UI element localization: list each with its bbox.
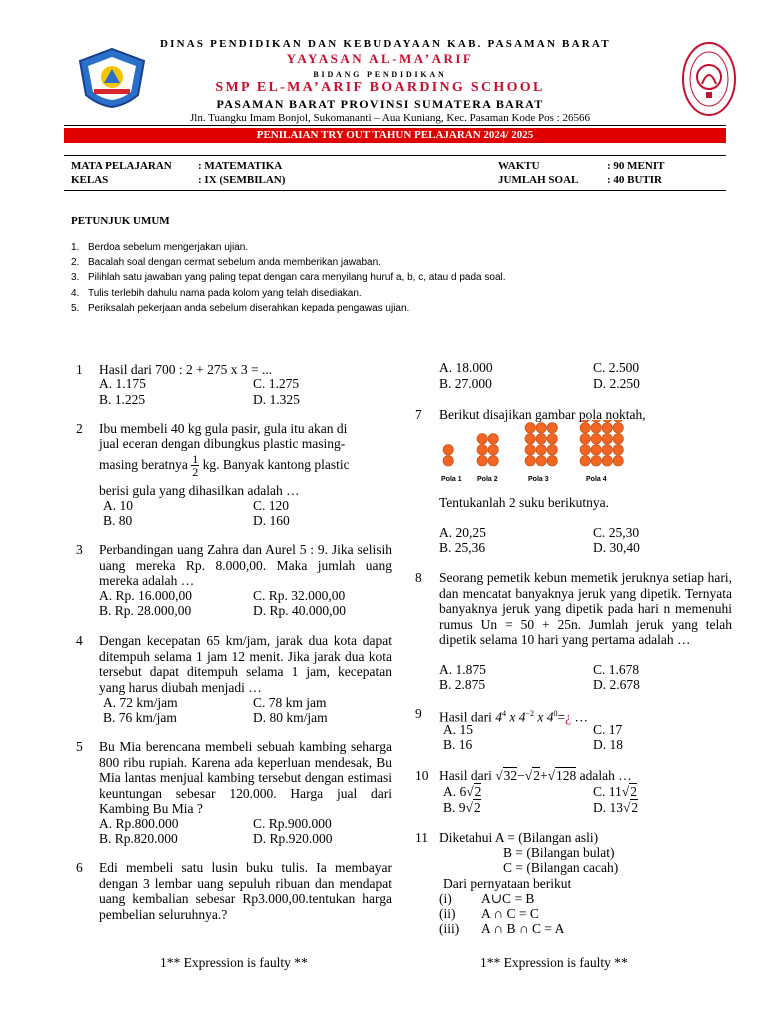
soal-label: JUMLAH SOAL — [498, 174, 579, 186]
left-logo — [76, 47, 148, 109]
fraction-half: $\frac{1}{2}$ — [192, 452, 199, 480]
statement-text: A ∩ C = C — [481, 906, 539, 921]
statement-text: A∪C = B — [481, 891, 535, 906]
pola-1-dot — [443, 456, 453, 466]
exam-banner-text: PENILAIAN TRY OUT TAHUN PELAJARAN 2024/ 2025 — [256, 129, 534, 141]
pola-3-dot — [525, 445, 535, 455]
soal-value: : 40 BUTIR — [607, 174, 663, 186]
petunjuk-item: 3. Pilihlah satu jawaban yang paling tepat dengan cara menyilang huruf a, b, c, atau d pada soal. — [71, 272, 506, 284]
option-a[interactable]: A. 20,25 — [439, 525, 486, 540]
dot-pattern-figure — [439, 420, 649, 482]
question-text: Bu Mia berencana membeli sebuah kambing seharga 800 ribu rupiah. Karena ada keperluan mendesak, Bu Mia lantas menjual kambing tersebut dengan estimasi keuntungan sebesar 120.000. Harga jual dari Kambing Bu Mia ? — [99, 739, 392, 816]
header-bidang: BIDANG PENDIDIKAN — [313, 70, 447, 79]
pola-4-dot — [613, 423, 623, 433]
question-text: Edi membeli satu lusin buku tulis. Ia membayar dengan 3 lembar uang sepuluh ribuan dan mendapat uang kembalian sebesar Rp3.000,00.tentukan harga pembelian seluruhnya.? — [99, 860, 392, 922]
header-line1: DINAS PENDIDIKAN DAN KEBUDAYAAN KAB. PASAMAN BARAT — [160, 38, 611, 50]
petunjuk-item: 4. Tulis terlebih dahulu nama pada kolom yang telah disediakan. — [71, 287, 362, 299]
pola-4-dot — [591, 420, 601, 422]
pola-3-dot — [536, 456, 546, 466]
option-b[interactable]: B. 2.875 — [439, 677, 486, 692]
question-text: Hasil dari √32−√2+√128 adalah … — [439, 768, 632, 783]
petunjuk-list — [71, 240, 506, 316]
option-d[interactable]: D. Rp. 40.000,00 — [253, 603, 347, 618]
kelas-label: KELAS — [71, 174, 109, 186]
petunjuk-item: 2. Bacalah soal dengan cermat sebelum anda memberikan jawaban. — [71, 257, 381, 269]
option-a[interactable]: A. Rp.800.000 — [99, 816, 179, 831]
dot-pattern-svg — [439, 420, 649, 472]
pola-4-dot — [602, 434, 612, 444]
option-c[interactable]: C. 11√2 — [593, 784, 637, 799]
option-c[interactable]: C. Rp.900.000 — [253, 816, 332, 831]
option-b[interactable]: B. 1.225 — [99, 392, 146, 407]
pola-3-dot — [536, 423, 546, 433]
option-a[interactable]: A. Rp. 16.000,00 — [99, 588, 193, 603]
pola-2-dot — [488, 456, 498, 466]
pola-3-dot — [525, 456, 535, 466]
question-text: Perbandingan uang Zahra dan Aurel 5 : 9. Jika selisih uang mereka Rp. 8.000,00. Maka jumlah uang mereka adalah … — [99, 542, 392, 588]
pola-2-label: Pola 2 — [477, 476, 498, 483]
mapel-value: : MATEMATIKA — [198, 160, 283, 172]
pola-3-dot — [547, 434, 557, 444]
statement-number: (iii) — [439, 921, 460, 936]
question-6: 6 Edi membeli satu lusin buku tulis. Ia membayar dengan 3 lembar uang sepuluh ribuan dan mendapat uang kembalian sebesar Rp3.000,00.tentukan harga pembelian seluruhnya.? — [76, 860, 392, 922]
option-a[interactable]: A. 72 km/jam — [103, 695, 178, 710]
footer-left-note: 1** Expression is faulty ** — [160, 955, 308, 970]
pola-4-dot — [591, 434, 601, 444]
pola-4-dot — [613, 420, 623, 422]
question-text: berisi gula yang dihasilkan adalah … — [99, 483, 300, 498]
pola-4-label: Pola 4 — [586, 476, 607, 483]
question-ask: Tentukanlah 2 suku berikutnya. — [439, 495, 610, 510]
question-text: Dengan kecepatan 65 km/jam, jarak dua kota dapat ditempuh selama 1 jam 12 menit. Jika jarak dua kota tersebut dapat ditempuh selama 1 jam, kecepatan yang harus diubah menjadi … — [99, 633, 392, 695]
question-text: Hasil dari $4^4$ x $4^{-2}$ x $4^0=¿$ … — [439, 709, 589, 725]
question-4: 4 Dengan kecepatan 65 km/jam, jarak dua kota dapat ditempuh selama 1 jam 12 menit. Jika jarak dua kota tersebut dapat ditempuh selama 1 jam, kecepatan yang harus diubah menjadi … A. 72 km/jam C. 78 km jam B. 76 km/jam D. 80 km/jam — [76, 633, 392, 725]
question-9: 9 Hasil dari $4^4$ x $4^{-2}$ x $4^0=¿$ … A. 15 C. 17 B. 16 D. 18 — [415, 706, 623, 752]
question-text: Hasil dari 700 : 2 + 275 x 3 = ... — [99, 362, 273, 377]
header-double-rule — [64, 125, 726, 126]
option-d[interactable]: D. 2.250 — [593, 376, 640, 391]
pola-4-dot — [613, 456, 623, 466]
statement-number: (i) — [439, 891, 452, 906]
petunjuk-title: PETUNJUK UMUM — [71, 215, 170, 227]
pola-2-dot — [488, 434, 498, 444]
pola-4-dot — [602, 420, 612, 422]
pola-4-dot — [591, 456, 601, 466]
pola-3-dot — [547, 423, 557, 433]
pola-4-dot — [580, 456, 590, 466]
pola-4-dot — [613, 445, 623, 455]
pola-4-dot — [580, 434, 590, 444]
pola-4-dot — [602, 456, 612, 466]
option-c[interactable]: C. 120 — [253, 498, 290, 513]
kelas-value: : IX (SEMBILAN) — [198, 174, 286, 186]
question-7: 7 Berikut disajikan gambar pola noktah, Pola 1 Pola 2 Pola 3 Pola 4 Tentukanlah 2 suku berikutnya. A. 20,25 C. 25,30 B. 25,36 D. 30,40 — [415, 407, 735, 557]
question-text: C = (Bilangan cacah) — [503, 860, 619, 875]
header-address: Jln. Tuangku Imam Bonjol, Sukomananti – Aua Kuniang, Kec. Pasaman Kode Pos : 26566 — [190, 112, 590, 124]
question-10: 10 Hasil dari √32−√2+√128 adalah … A. 6√2 C. 11√2 B. 9√2 D. 13√2 — [415, 768, 639, 815]
question-text: Berikut disajikan gambar pola noktah, — [439, 407, 646, 422]
right-logo — [680, 40, 738, 118]
question-text: masing beratnya $\frac{1}{2}$ kg. Banyak kantong plastic — [99, 452, 350, 480]
question-1: 1 Hasil dari 700 : 2 + 275 x 3 = ... A. 1.175 C. 1.275 B. 1.225 D. 1.325 — [76, 362, 300, 407]
option-a[interactable]: A. 1.875 — [439, 662, 486, 677]
option-c[interactable]: C. 1.678 — [593, 662, 640, 677]
option-b[interactable]: B. 9√2 — [443, 800, 481, 815]
statement-text: A ∩ B ∩ C = A — [481, 921, 565, 936]
option-c[interactable]: C. 78 km jam — [253, 695, 327, 710]
option-a[interactable]: A. 10 — [103, 498, 133, 513]
mapel-label: MATA PELAJARAN — [71, 160, 172, 172]
option-d[interactable]: D. 18 — [593, 737, 623, 752]
pola-4-dot — [602, 445, 612, 455]
option-c[interactable]: C. Rp. 32.000,00 — [253, 588, 346, 603]
pola-4-dot — [580, 445, 590, 455]
pola-2-dot — [477, 434, 487, 444]
pola-3-label: Pola 3 — [528, 476, 549, 483]
pola-4-dot — [580, 423, 590, 433]
option-c[interactable]: C. 1.275 — [253, 376, 300, 391]
question-3: 3 Perbandingan uang Zahra dan Aurel 5 : 9. Jika selisih uang mereka Rp. 8.000,00. Maka jumlah uang mereka adalah … A. Rp. 16.000,00 C. Rp. 32.000,00 B. Rp. 28.000,00 D. Rp. 40.000,00 — [76, 542, 392, 618]
pola-2-dot — [477, 445, 487, 455]
pola-3-dot — [536, 445, 546, 455]
option-d[interactable]: D. 1.325 — [253, 392, 300, 407]
option-c[interactable]: C. 2.500 — [593, 360, 640, 375]
option-c[interactable]: C. 17 — [593, 722, 623, 737]
option-d[interactable]: D. 2.678 — [593, 677, 640, 692]
option-b[interactable]: B. 16 — [443, 737, 473, 752]
pola-3-dot — [547, 445, 557, 455]
pola-4-dot — [591, 423, 601, 433]
option-b[interactable]: B. Rp. 28.000,00 — [99, 603, 192, 618]
pola-2-dot — [477, 456, 487, 466]
pola-3-dot — [536, 434, 546, 444]
question-5: 5 Bu Mia berencana membeli sebuah kambing seharga 800 ribu rupiah. Karena ada keperluan mendesak, Bu Mia lantas menjual kambing tersebut dengan estimasi keuntungan sebesar 120.000. Harga jual dari Kambing Bu Mia ? A. Rp.800.000 C. Rp.900.000 B. Rp.820.000 D. Rp.920.000 — [76, 739, 392, 846]
question-2: 2 Ibu membeli 40 kg gula pasir, gula itu akan di jual eceran dengan dibungkus plastic masing- masing beratnya $\frac{1}{2}$ kg. Banyak kantong plastic berisi gula yang dihasilkan adalah … A. 10 C. 120 B. 80 D. 160 — [76, 421, 350, 528]
question-6-options — [415, 360, 735, 394]
question-8: 8 Seorang pemetik kebun memetik jeruknya setiap hari, dan mencatat banyaknya jeruk yang dipetik. Ternyata banyaknya jeruk yang dipetik pada hari n memenuhi rumus Un = 50 + 25n. Jumlah jeruk yang telah dipetik selama 10 hari yang pertama adalah … A. 1.875 C. 1.678 B. 2.875 D. 2.678 — [415, 570, 732, 692]
question-text: jual eceran dengan dibungkus plastic masing- — [99, 436, 346, 451]
option-d[interactable]: D. 80 km/jam — [253, 710, 328, 725]
header-yayasan: YAYASAN AL-MA’ARIF — [286, 51, 474, 66]
pola-1-label: Pola 1 — [441, 476, 462, 483]
pola-1-dot — [443, 445, 453, 455]
option-a[interactable]: A. 6√2 — [443, 784, 482, 799]
pola-4-dot — [613, 434, 623, 444]
question-11: 11 Diketahui A = (Bilangan asli) B = (Bilangan bulat) C = (Bilangan cacah) Dari pernyataan berikut (i) A∪C = B (ii) A ∩ C = C (iii) A ∩ B ∩ C = A — [415, 830, 619, 936]
statement-number: (ii) — [439, 906, 456, 921]
option-b[interactable]: B. Rp.820.000 — [99, 831, 178, 846]
waktu-label: WAKTU — [498, 160, 540, 172]
header-province: PASAMAN BARAT PROVINSI SUMATERA BARAT — [216, 97, 544, 111]
option-a[interactable]: A. 15 — [443, 722, 473, 737]
header-school: SMP EL-MA’ARIF BOARDING SCHOOL — [215, 80, 545, 95]
question-text: Ibu membeli 40 kg gula pasir, gula itu akan di — [99, 421, 348, 436]
pola-4-dot — [602, 423, 612, 433]
option-b[interactable]: B. 27.000 — [439, 376, 492, 391]
pola-3-dot — [547, 456, 557, 466]
option-c[interactable]: C. 25,30 — [593, 525, 640, 540]
question-text: Dari pernyataan berikut — [443, 876, 572, 891]
option-d[interactable]: D. 13√2 — [593, 800, 639, 815]
pola-3-dot — [525, 434, 535, 444]
pola-3-dot — [525, 423, 535, 433]
question-text: B = (Bilangan bulat) — [503, 845, 615, 860]
pola-4-dot — [591, 445, 601, 455]
petunjuk-item: 5. Periksalah pekerjaan anda sebelum diserahkan kepada pengawas ujian. — [71, 302, 410, 314]
option-d[interactable]: D. Rp.920.000 — [253, 831, 333, 846]
option-d[interactable]: D. 30,40 — [593, 540, 640, 555]
pola-4-dot — [580, 420, 590, 422]
option-a[interactable]: A. 18.000 — [439, 360, 493, 375]
pola-2-dot — [488, 445, 498, 455]
question-text: Seorang pemetik kebun memetik jeruknya setiap hari, dan mencatat banyaknya jeruk yang dipetik. Ternyata banyaknya jeruk yang dipetik pada hari n memenuhi rumus Un = 50 + 25n. Jumlah jeruk yang telah dipetik selama 10 hari yang pertama adalah … — [439, 570, 732, 647]
footer-right-note: 1** Expression is faulty ** — [480, 955, 628, 970]
option-b[interactable]: B. 76 km/jam — [103, 710, 177, 725]
question-text: Diketahui A = (Bilangan asli) — [439, 830, 599, 845]
option-b[interactable]: B. 25,36 — [439, 540, 486, 555]
petunjuk-item: 1. Berdoa sebelum mengerjakan ujian. — [71, 242, 249, 253]
option-a[interactable]: A. 1.175 — [99, 376, 146, 391]
waktu-value: : 90 MENIT — [607, 160, 665, 172]
option-d[interactable]: D. 160 — [253, 513, 290, 528]
option-b[interactable]: B. 80 — [103, 513, 133, 528]
